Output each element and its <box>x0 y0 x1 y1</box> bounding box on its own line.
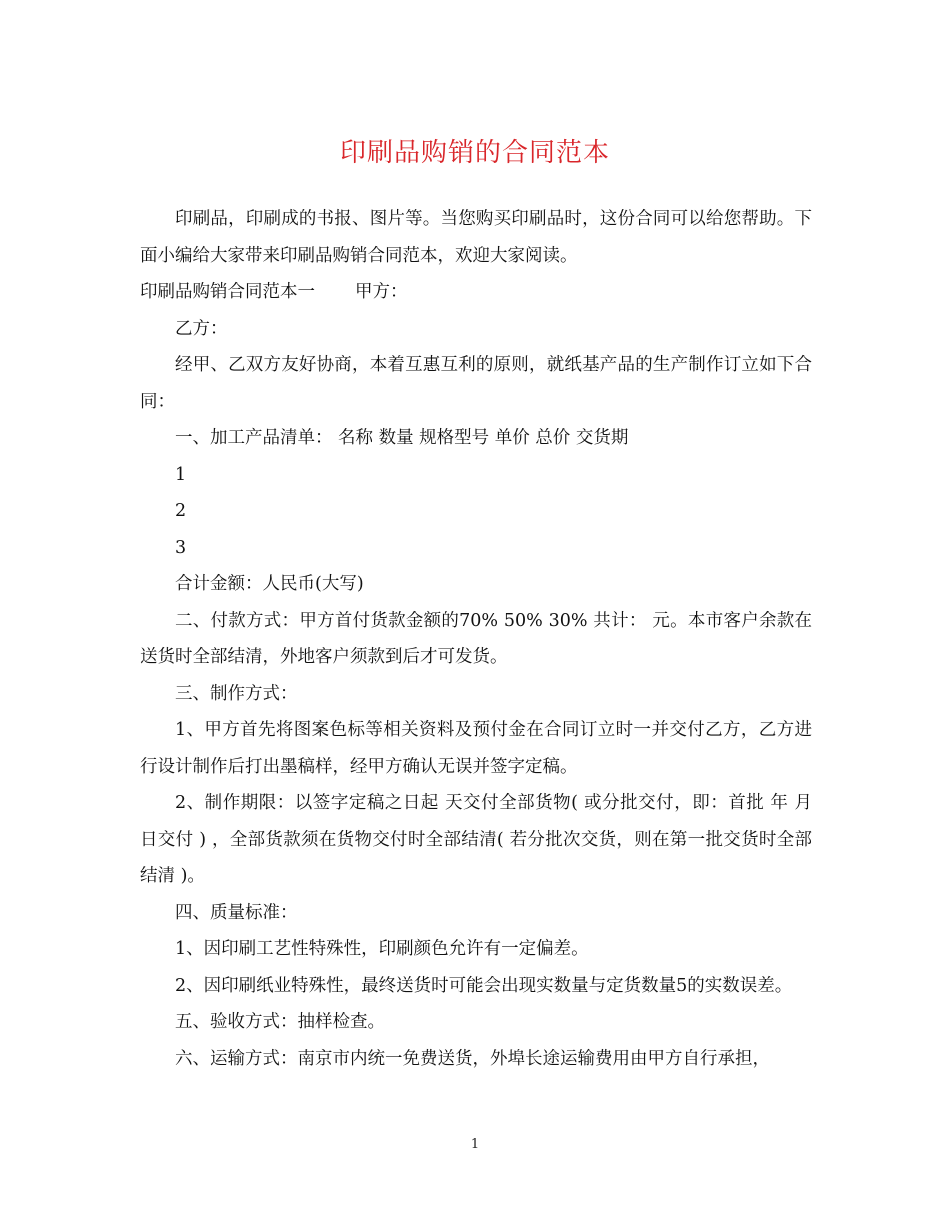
party-b-label: 乙方： <box>175 318 228 339</box>
production-method-heading: 三、制作方式： <box>175 683 298 704</box>
contract-heading-line <box>140 274 812 311</box>
product-row-3: 3 <box>175 537 187 558</box>
product-list-heading: 一、加工产品清单： 名称 数量 规格型号 单价 总价 交货期 <box>175 428 629 448</box>
product-row-1: 1 <box>175 464 187 485</box>
quality-clause-1: 1、因印刷工艺性特殊性，印刷颜色允许有一定偏差。 <box>175 939 589 959</box>
acceptance-method: 五、验收方式：抽样检查。 <box>175 1012 385 1032</box>
payment-terms: 二、付款方式：甲方首付货款金额的70% 50% 30% 共计： 元。本市客户余款在送货时全部结清，外地客户须款到后才可发货。 <box>140 610 812 667</box>
total-amount: 合计金额：人民币(大写) <box>175 574 364 594</box>
contract-heading: 印刷品购销合同范本一 <box>140 282 315 302</box>
preamble-paragraph: 经甲、乙双方友好协商，本着互惠互利的原则，就纸基产品的生产制作订立如下合同： <box>140 355 812 412</box>
party-a-label: 甲方： <box>355 282 408 302</box>
quality-clause-2: 2、因印刷纸业特殊性，最终送货时可能会出现实数量与定货数量5的实数误差。 <box>175 975 793 996</box>
production-clause-2: 2、制作期限：以签字定稿之日起 天交付全部货物( 或分批交付，即：首批 年 月 日交付 ) ，全部货款须在货物交付时全部结清( 若分批次交货，则在第一批交货时全部结清 )。 <box>140 793 812 886</box>
quality-standard-heading: 四、质量标准： <box>175 902 298 923</box>
intro-paragraph: 印刷品，印刷成的书报、图片等。当您购买印刷品时，这份合同可以给您帮助。下面小编给大家带来印刷品购销合同范本，欢迎大家阅读。 <box>140 209 812 266</box>
transport-method: 六、运输方式：南京市内统一免费送货，外埠长途运输费用由甲方自行承担， <box>175 1048 770 1069</box>
document-body <box>140 201 812 1077</box>
document-title: 印刷品购销的合同范本 <box>339 138 610 168</box>
product-row-2: 2 <box>175 501 187 521</box>
production-clause-1: 1、甲方首先将图案色标等相关资料及预付金在合同订立时一并交付乙方，乙方进行设计制作后打出墨稿样，经甲方确认无误并签字定稿。 <box>140 720 812 777</box>
page-number: 1 <box>470 1137 480 1152</box>
